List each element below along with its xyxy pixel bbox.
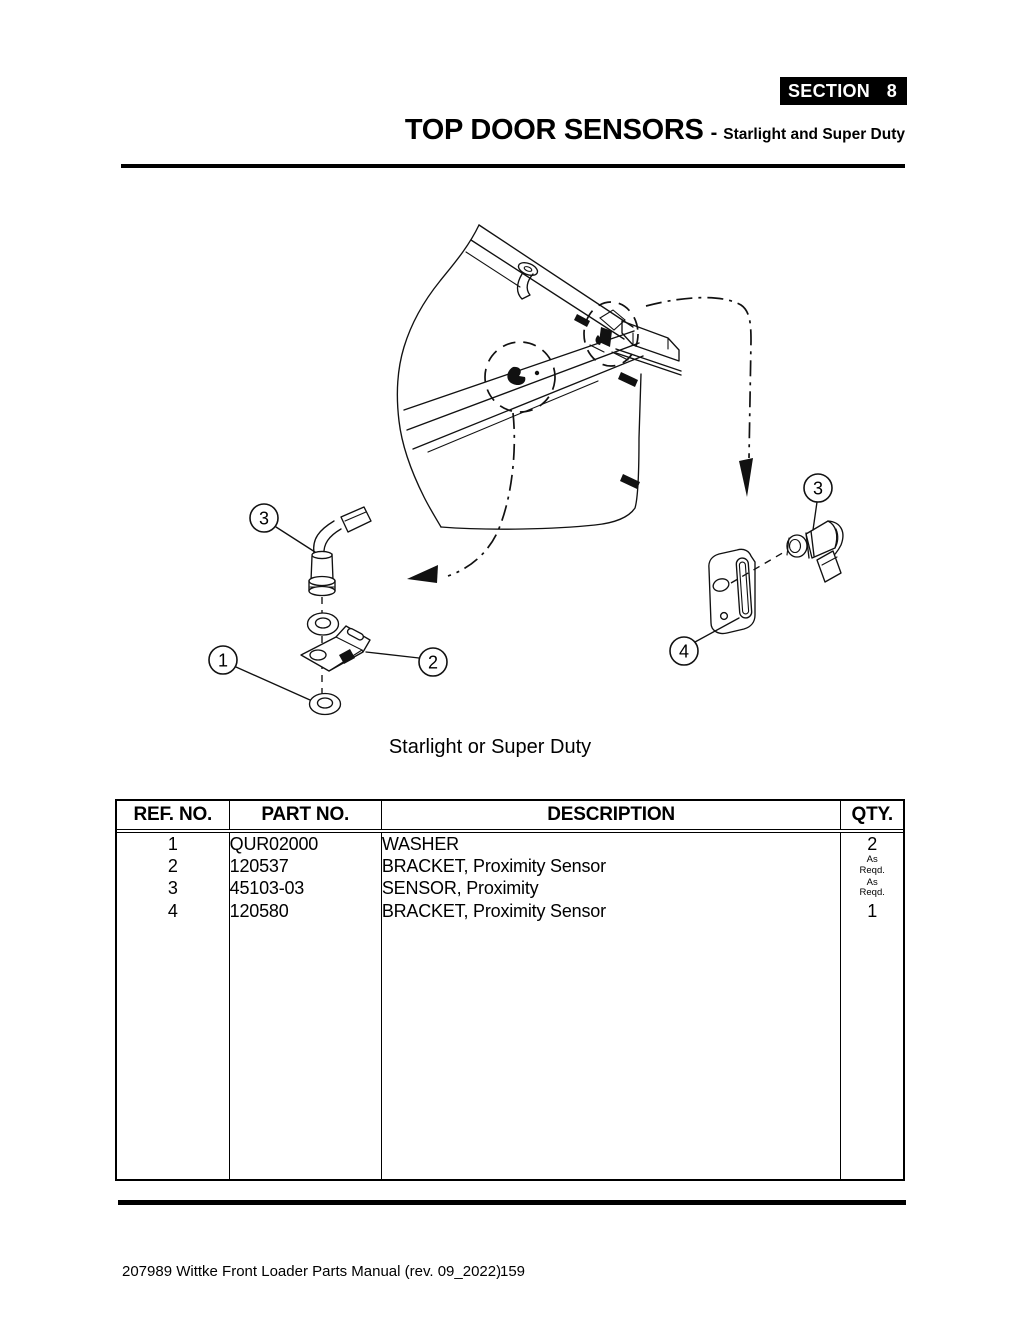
svg-text:1: 1 <box>217 650 229 671</box>
col-header-part-no: PART NO. <box>229 801 381 831</box>
section-number: 8 <box>886 80 897 101</box>
left-sensor-assembly <box>301 507 371 715</box>
sensor-connector <box>341 507 371 532</box>
qty-cell <box>841 855 903 878</box>
qty-value: As Reqd. <box>859 854 885 876</box>
title-separator: - <box>710 122 718 144</box>
description-cell: BRACKET, Proximity Sensor <box>381 900 841 922</box>
leader-arrows <box>407 298 753 583</box>
parts-table <box>115 799 905 1181</box>
section-label: SECTION <box>788 80 871 101</box>
right-sensor-assembly <box>709 521 843 634</box>
sensor-location-highlights <box>485 302 638 412</box>
title-rule <box>121 164 905 168</box>
svg-text:4: 4 <box>678 641 690 662</box>
col-header-description: DESCRIPTION <box>381 801 841 831</box>
part-no-cell: 45103-03 <box>229 878 381 901</box>
part-no-cell: 120537 <box>229 855 381 878</box>
washer-upper <box>308 613 339 635</box>
left-arrow-icon <box>407 565 438 583</box>
exploded-view-diagram <box>180 205 860 740</box>
footer-manual-title: 207989 Wittke Front Loader Parts Manual (rev. 09_2022) <box>122 1263 502 1280</box>
description-cell: BRACKET, Proximity Sensor <box>381 855 841 878</box>
ref-no-cell: 2 <box>167 855 178 876</box>
svg-text:3: 3 <box>812 478 824 499</box>
ref-no-cell: 1 <box>167 833 178 854</box>
part-no-cell: QUR02000 <box>229 831 381 855</box>
table-header-row <box>117 801 903 831</box>
svg-text:2: 2 <box>427 652 439 673</box>
footer-rule <box>118 1200 906 1205</box>
footer-page-number: 159 <box>500 1263 526 1280</box>
col-header-qty: QTY. <box>841 801 903 831</box>
qty-value: As Reqd. <box>859 876 885 899</box>
title-subtitle: Starlight and Super Duty <box>723 126 905 143</box>
part-no-cell: 120580 <box>229 900 381 922</box>
down-arrow-icon <box>739 458 753 497</box>
washer-lower <box>310 694 341 715</box>
section-badge <box>780 77 907 105</box>
ref-no-cell: 4 <box>167 900 178 921</box>
description-cell: SENSOR, Proximity <box>381 878 841 901</box>
qty-cell <box>841 878 903 901</box>
col-header-ref-no: REF. NO. <box>117 801 229 831</box>
figure-caption: Starlight or Super Duty <box>388 736 592 758</box>
page-title <box>405 114 905 147</box>
table-row <box>117 878 903 901</box>
ref-no-cell: 3 <box>167 878 178 899</box>
qty-cell <box>841 900 903 922</box>
truck-body-outline <box>397 225 681 529</box>
table-row <box>117 855 903 878</box>
svg-text:3: 3 <box>258 508 270 529</box>
description-cell: WASHER <box>381 831 841 855</box>
table-row <box>117 831 903 855</box>
title-text: TOP DOOR SENSORS <box>404 114 704 146</box>
qty-cell <box>841 831 903 855</box>
qty-value: 2 <box>867 833 878 854</box>
qty-value: 1 <box>867 900 878 921</box>
table-row <box>117 900 903 922</box>
table-empty-space <box>117 922 903 1179</box>
